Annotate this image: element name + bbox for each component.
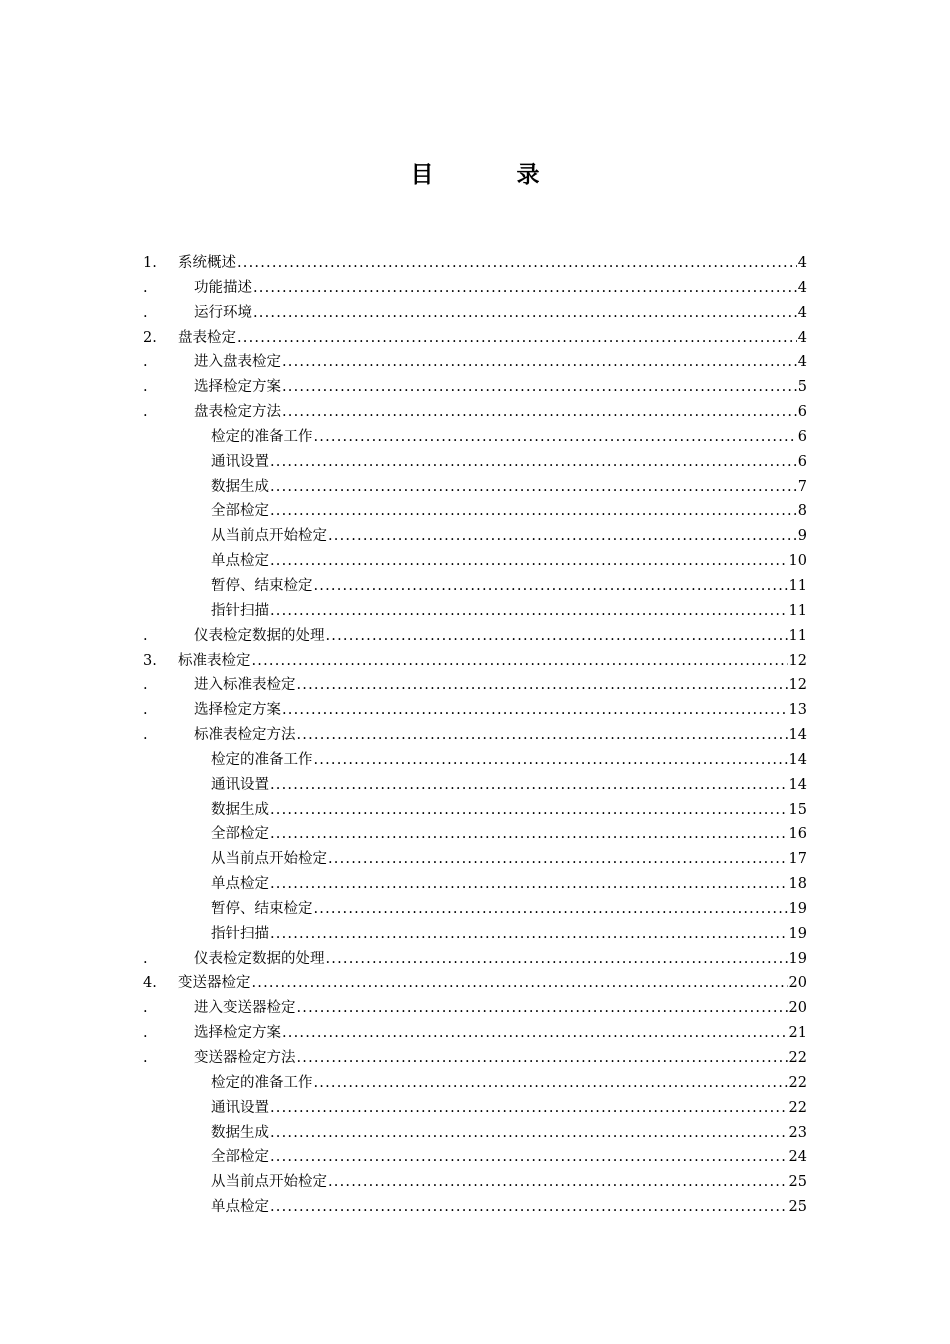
toc-dot-leader <box>326 947 788 972</box>
toc-entry-title: 运行环境 <box>194 304 252 321</box>
toc-entry-title: 从当前点开始检定 <box>211 1174 327 1191</box>
toc-dot-leader <box>252 971 788 996</box>
toc-entry-title: 单点检定 <box>211 1199 269 1216</box>
toc-entry[interactable] <box>143 698 807 723</box>
toc-entry-number: . <box>143 354 148 371</box>
toc-entry-number: . <box>143 1000 148 1017</box>
toc-entry-title: 变送器检定 <box>178 975 251 992</box>
toc-dot-leader <box>328 524 797 549</box>
toc-entry[interactable] <box>143 1071 807 1096</box>
toc-page-number: 8 <box>797 503 807 520</box>
toc-entry[interactable] <box>143 822 807 847</box>
toc-entry-title: 功能描述 <box>194 279 252 296</box>
toc-dot-leader <box>297 996 788 1021</box>
toc-dot-leader <box>282 1021 788 1046</box>
toc-entry-title: 选择检定方案 <box>194 1025 281 1042</box>
toc-entry[interactable] <box>143 475 807 500</box>
toc-entry-title: 检定的准备工作 <box>211 1074 313 1091</box>
toc-entry-title: 通讯设置 <box>211 453 269 470</box>
toc-page-number: 13 <box>788 702 807 719</box>
toc-page-number: 5 <box>797 379 807 396</box>
toc-entry[interactable] <box>143 798 807 823</box>
toc-page-number: 25 <box>788 1174 807 1191</box>
toc-entry-title: 数据生成 <box>211 478 269 495</box>
toc-dot-leader <box>282 350 797 375</box>
toc-page-number: 4 <box>797 329 807 346</box>
toc-entry-title: 选择检定方案 <box>194 702 281 719</box>
toc-entry-number: . <box>143 627 148 644</box>
toc-page-number: 20 <box>788 975 807 992</box>
toc-entry[interactable] <box>143 549 807 574</box>
toc-entry-title: 仪表检定数据的处理 <box>194 950 325 967</box>
toc-dot-leader <box>314 897 788 922</box>
toc-entry-number: 3. <box>143 652 157 669</box>
toc-page-number: 22 <box>788 1074 807 1091</box>
toc-entry-title: 盘表检定方法 <box>194 404 281 421</box>
toc-dot-leader <box>270 499 797 524</box>
toc-dot-leader <box>314 1071 788 1096</box>
toc-page-number: 14 <box>788 727 807 744</box>
toc-entry-number: 2. <box>143 329 157 346</box>
toc-page-number: 10 <box>788 553 807 570</box>
toc-page-number: 23 <box>788 1124 807 1141</box>
toc-entry-number: 1. <box>143 255 157 271</box>
toc-entry[interactable] <box>143 574 807 599</box>
toc-dot-leader <box>237 326 797 351</box>
toc-entry[interactable] <box>143 301 807 326</box>
toc-entry[interactable] <box>143 748 807 773</box>
toc-dot-leader <box>270 1195 788 1220</box>
toc-page-number: 21 <box>788 1025 807 1042</box>
toc-entry[interactable] <box>143 1046 807 1071</box>
toc-entry[interactable] <box>143 897 807 922</box>
toc-entry[interactable] <box>143 1145 807 1170</box>
toc-dot-leader <box>253 301 797 326</box>
toc-dot-leader <box>270 549 788 574</box>
toc-entry-title: 检定的准备工作 <box>211 428 313 445</box>
toc-entry-title: 暂停、结束检定 <box>211 900 313 917</box>
toc-entry-number: . <box>143 279 148 296</box>
toc-entry-title: 仪表检定数据的处理 <box>194 627 325 644</box>
toc-entry[interactable] <box>143 599 807 624</box>
toc-entry-title: 标准表检定 <box>178 652 251 669</box>
toc-entry[interactable] <box>143 375 807 400</box>
toc-dot-leader <box>270 798 788 823</box>
toc-entry[interactable] <box>143 922 807 947</box>
toc-page-number: 24 <box>788 1149 807 1166</box>
toc-entry-title: 进入标准表检定 <box>194 677 296 694</box>
toc-dot-leader <box>314 748 788 773</box>
toc-page-number: 19 <box>788 925 807 942</box>
toc-page-number: 17 <box>788 851 807 868</box>
toc-dot-leader <box>270 822 788 847</box>
toc-entry[interactable] <box>143 947 807 972</box>
toc-dot-leader <box>270 1096 788 1121</box>
toc-dot-leader <box>237 251 797 276</box>
toc-entry[interactable] <box>143 499 807 524</box>
toc-entry-number: 4. <box>143 975 157 992</box>
toc-page-number: 4 <box>797 255 807 271</box>
toc-dot-leader <box>252 649 788 674</box>
toc-page-number: 12 <box>788 652 807 669</box>
toc-entry[interactable] <box>143 1121 807 1146</box>
toc-page-number: 12 <box>788 677 807 694</box>
toc-entry-number: . <box>143 379 148 396</box>
toc-page-number: 4 <box>797 304 807 321</box>
toc-dot-leader <box>270 1145 788 1170</box>
toc-page-number: 19 <box>788 900 807 917</box>
toc-entry[interactable] <box>143 425 807 450</box>
toc-entry[interactable] <box>143 251 807 276</box>
toc-entry-title: 标准表检定方法 <box>194 727 296 744</box>
toc-dot-leader <box>282 698 788 723</box>
toc-dot-leader <box>297 673 788 698</box>
toc-entry[interactable] <box>143 773 807 798</box>
toc-dot-leader <box>328 1170 788 1195</box>
toc-entry-title: 选择检定方案 <box>194 379 281 396</box>
toc-entry[interactable] <box>143 450 807 475</box>
toc-page-number: 25 <box>788 1199 807 1216</box>
toc-entry-title: 检定的准备工作 <box>211 751 313 768</box>
toc-dot-leader <box>328 847 788 872</box>
toc-dot-leader <box>270 450 797 475</box>
toc-entry-title: 进入盘表检定 <box>194 354 281 371</box>
toc-entry[interactable] <box>143 649 807 674</box>
toc-entry[interactable] <box>143 1096 807 1121</box>
toc-entry-title: 变送器检定方法 <box>194 1050 296 1066</box>
toc-entry[interactable] <box>143 524 807 549</box>
toc-entry-title: 全部检定 <box>211 826 269 843</box>
toc-entry-number: . <box>143 702 148 719</box>
toc-dot-leader <box>326 624 788 649</box>
toc-entry-title: 从当前点开始检定 <box>211 528 327 545</box>
toc-page-number: 22 <box>788 1099 807 1116</box>
toc-page-number: 15 <box>788 801 807 818</box>
toc-dot-leader <box>270 1121 788 1146</box>
toc-dot-leader <box>314 574 788 599</box>
toc-entry-title: 单点检定 <box>211 876 269 893</box>
toc-page-number: 6 <box>797 428 807 445</box>
toc-page-number: 11 <box>788 627 807 644</box>
table-of-contents <box>143 251 807 1220</box>
toc-entry[interactable] <box>143 847 807 872</box>
toc-page-number: 9 <box>797 528 807 545</box>
toc-dot-leader <box>282 400 797 425</box>
toc-entry[interactable] <box>143 326 807 351</box>
toc-dot-leader <box>270 872 788 897</box>
toc-dot-leader <box>270 475 797 500</box>
toc-page-number: 4 <box>797 354 807 371</box>
toc-page-number: 6 <box>797 404 807 421</box>
toc-page-number: 6 <box>797 453 807 470</box>
toc-page-number: 22 <box>788 1050 807 1066</box>
toc-page-number: 11 <box>788 602 807 619</box>
toc-entry-title: 全部检定 <box>211 503 269 520</box>
toc-dot-leader <box>253 276 797 301</box>
toc-dot-leader <box>270 773 788 798</box>
toc-dot-leader <box>270 922 788 947</box>
toc-page-number: 11 <box>788 577 807 594</box>
toc-entry-title: 从当前点开始检定 <box>211 851 327 868</box>
toc-entry[interactable] <box>143 872 807 897</box>
toc-entry-title: 数据生成 <box>211 1124 269 1141</box>
toc-entry-title: 单点检定 <box>211 553 269 570</box>
toc-entry-number: . <box>143 304 148 321</box>
toc-entry-number: . <box>143 677 148 694</box>
toc-entry-title: 数据生成 <box>211 801 269 818</box>
toc-page-number: 14 <box>788 776 807 793</box>
toc-dot-leader <box>297 723 788 748</box>
toc-entry-number: . <box>143 950 148 967</box>
toc-entry-number: . <box>143 404 148 421</box>
toc-entry[interactable] <box>143 996 807 1021</box>
toc-entry[interactable] <box>143 1021 807 1046</box>
toc-page-number: 20 <box>788 1000 807 1017</box>
toc-page-number: 16 <box>788 826 807 843</box>
toc-entry[interactable] <box>143 673 807 698</box>
toc-page-number: 18 <box>788 876 807 893</box>
toc-entry-title: 通讯设置 <box>211 1099 269 1116</box>
toc-entry[interactable] <box>143 1195 807 1220</box>
toc-dot-leader <box>297 1046 788 1071</box>
toc-entry[interactable] <box>143 400 807 425</box>
toc-dot-leader <box>282 375 797 400</box>
toc-entry-number: . <box>143 1050 148 1066</box>
toc-entry[interactable] <box>143 350 807 375</box>
toc-page-number: 14 <box>788 751 807 768</box>
toc-dot-leader <box>270 599 788 624</box>
toc-page-number: 7 <box>797 478 807 495</box>
toc-entry-title: 暂停、结束检定 <box>211 577 313 594</box>
toc-title: 目 录 <box>410 161 570 188</box>
toc-entry[interactable] <box>143 276 807 301</box>
toc-entry[interactable] <box>143 624 807 649</box>
toc-entry-title: 系统概述 <box>178 255 236 271</box>
toc-page-number: 19 <box>788 950 807 967</box>
toc-entry-title: 通讯设置 <box>211 776 269 793</box>
toc-entry[interactable] <box>143 1170 807 1195</box>
toc-entry-number: . <box>143 1025 148 1042</box>
toc-entry[interactable] <box>143 971 807 996</box>
toc-entry-title: 指针扫描 <box>211 925 269 942</box>
toc-page-number: 4 <box>797 279 807 296</box>
toc-entry[interactable] <box>143 723 807 748</box>
toc-dot-leader <box>314 425 797 450</box>
toc-entry-title: 进入变送器检定 <box>194 1000 296 1017</box>
toc-entry-title: 全部检定 <box>211 1149 269 1166</box>
toc-entry-title: 指针扫描 <box>211 602 269 619</box>
toc-entry-number: . <box>143 727 148 744</box>
toc-entry-title: 盘表检定 <box>178 329 236 346</box>
